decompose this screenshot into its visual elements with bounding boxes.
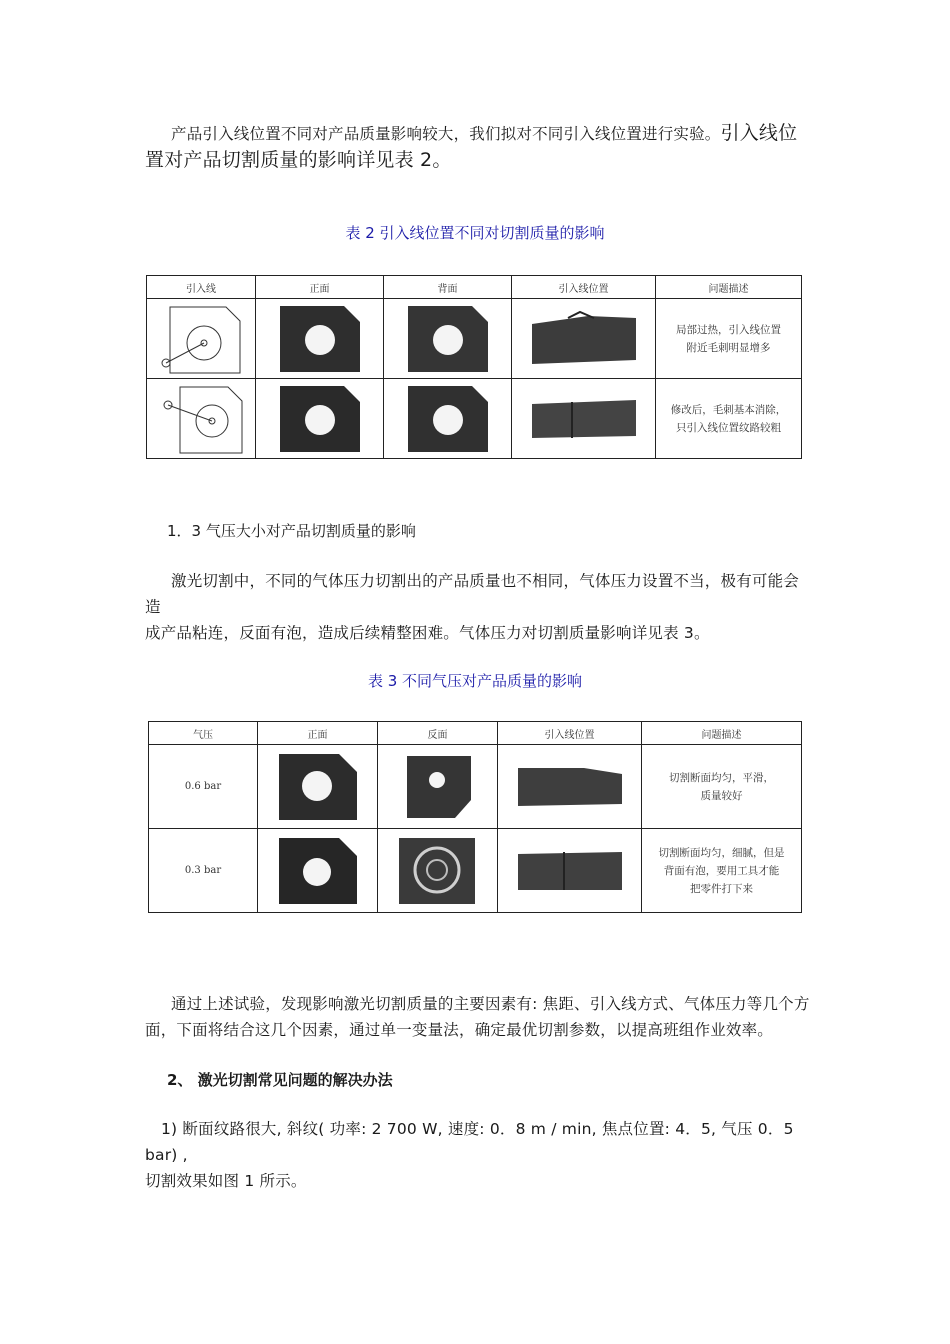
desc-line: 修改后，毛刺基本消除， <box>670 403 787 416</box>
intro-line2: 置对产品切割质量的影响详见表 2。 <box>145 149 452 171</box>
conclusion-line2: 面，下面将结合这几个因素，通过单一变量法，确定最优切割参数，以提高班组作业效率。 <box>145 1021 774 1039</box>
table2-desc-cell <box>656 379 802 459</box>
leadin-edge-photo <box>512 299 656 379</box>
part-front-photo <box>258 745 378 829</box>
desc-line: 附近毛刺明显增多 <box>686 341 771 354</box>
table3-header-cell: 正面 <box>258 722 378 745</box>
conclusion-paragraph <box>145 991 810 1043</box>
item1-paragraph <box>145 1116 810 1194</box>
part-back-photo <box>384 299 512 379</box>
table3-header-cell: 反面 <box>378 722 498 745</box>
table2-header-cell: 正面 <box>256 276 384 299</box>
part-back-photo <box>378 745 498 829</box>
part-front-photo <box>256 379 384 459</box>
table2-header-row <box>147 276 802 299</box>
table3-desc-cell <box>642 829 802 913</box>
table3-caption: 表 3 不同气压对产品质量的影响 <box>367 672 583 690</box>
table2-header-cell: 引入线位置 <box>512 276 656 299</box>
table2-desc-cell <box>656 299 802 379</box>
part-back-photo <box>384 379 512 459</box>
desc-line: 质量较好 <box>700 789 743 802</box>
leadin-edge-photo <box>498 829 642 913</box>
table3-desc-cell <box>642 745 802 829</box>
part-front-photo <box>258 829 378 913</box>
table2-header-cell: 问题描述 <box>656 276 802 299</box>
table-row <box>147 379 802 459</box>
section-2-title: 2、 激光切割常见问题的解决办法 <box>167 1071 393 1089</box>
table2-caption: 表 2 引入线位置不同对切割质量的影响 <box>345 224 605 242</box>
table2 <box>146 275 802 459</box>
desc-line: 只引入线位置纹路较粗 <box>676 421 781 434</box>
part-front-photo <box>256 299 384 379</box>
leadin-diagram <box>147 299 256 379</box>
item1-line2: 切割效果如图 1 所示。 <box>145 1172 307 1190</box>
intro-line1: 产品引入线位置不同对产品质量影响较大，我们拟对不同引入线位置进行实验。 <box>171 125 721 143</box>
part-back-photo <box>378 829 498 913</box>
section-1-3-line2: 成产品粘连，反面有泡，造成后续精整困难。气体压力对切割质量影响详见表 3。 <box>145 624 710 642</box>
desc-line: 背面有泡，要用工具才能 <box>663 864 780 877</box>
item1-line1: 1) 断面纹路很大, 斜纹( 功率: 2 700 W, 速度: 0．8 m / min, 焦点位置: 4．5, 气压 0．5 bar) , <box>145 1120 794 1164</box>
table3 <box>148 721 802 913</box>
table3-header-cell: 气压 <box>149 722 258 745</box>
table3-header-row <box>149 722 802 745</box>
table2-header-cell: 引入线 <box>147 276 256 299</box>
table2-header-cell: 背面 <box>384 276 512 299</box>
intro-paragraph <box>145 120 810 174</box>
desc-line: 切割断面均匀，平滑， <box>669 771 774 784</box>
desc-line: 局部过热，引入线位置 <box>676 323 781 336</box>
intro-line1-big: 引入线位 <box>720 122 798 144</box>
desc-line: 切割断面均匀，细腻，但是 <box>658 846 785 859</box>
section-1-3-title: 1．3 气压大小对产品切割质量的影响 <box>167 522 416 540</box>
leadin-diagram <box>147 379 256 459</box>
section-1-3-line1: 激光切割中，不同的气体压力切割出的产品质量也不相同，气体压力设置不当，极有可能会造 <box>145 572 800 616</box>
leadin-edge-photo <box>512 379 656 459</box>
pressure-cell: 0.3 bar <box>149 829 258 913</box>
table-row <box>149 829 802 913</box>
table-row <box>147 299 802 379</box>
leadin-edge-photo <box>498 745 642 829</box>
pressure-cell: 0.6 bar <box>149 745 258 829</box>
table3-header-cell: 问题描述 <box>642 722 802 745</box>
desc-line: 把零件打下来 <box>690 882 753 895</box>
conclusion-line1: 通过上述试验，发现影响激光切割质量的主要因素有: 焦距、引入线方式、气体压力等几个方 <box>171 995 810 1013</box>
table-row <box>149 745 802 829</box>
section-1-3-body <box>145 568 810 646</box>
table3-header-cell: 引入线位置 <box>498 722 642 745</box>
